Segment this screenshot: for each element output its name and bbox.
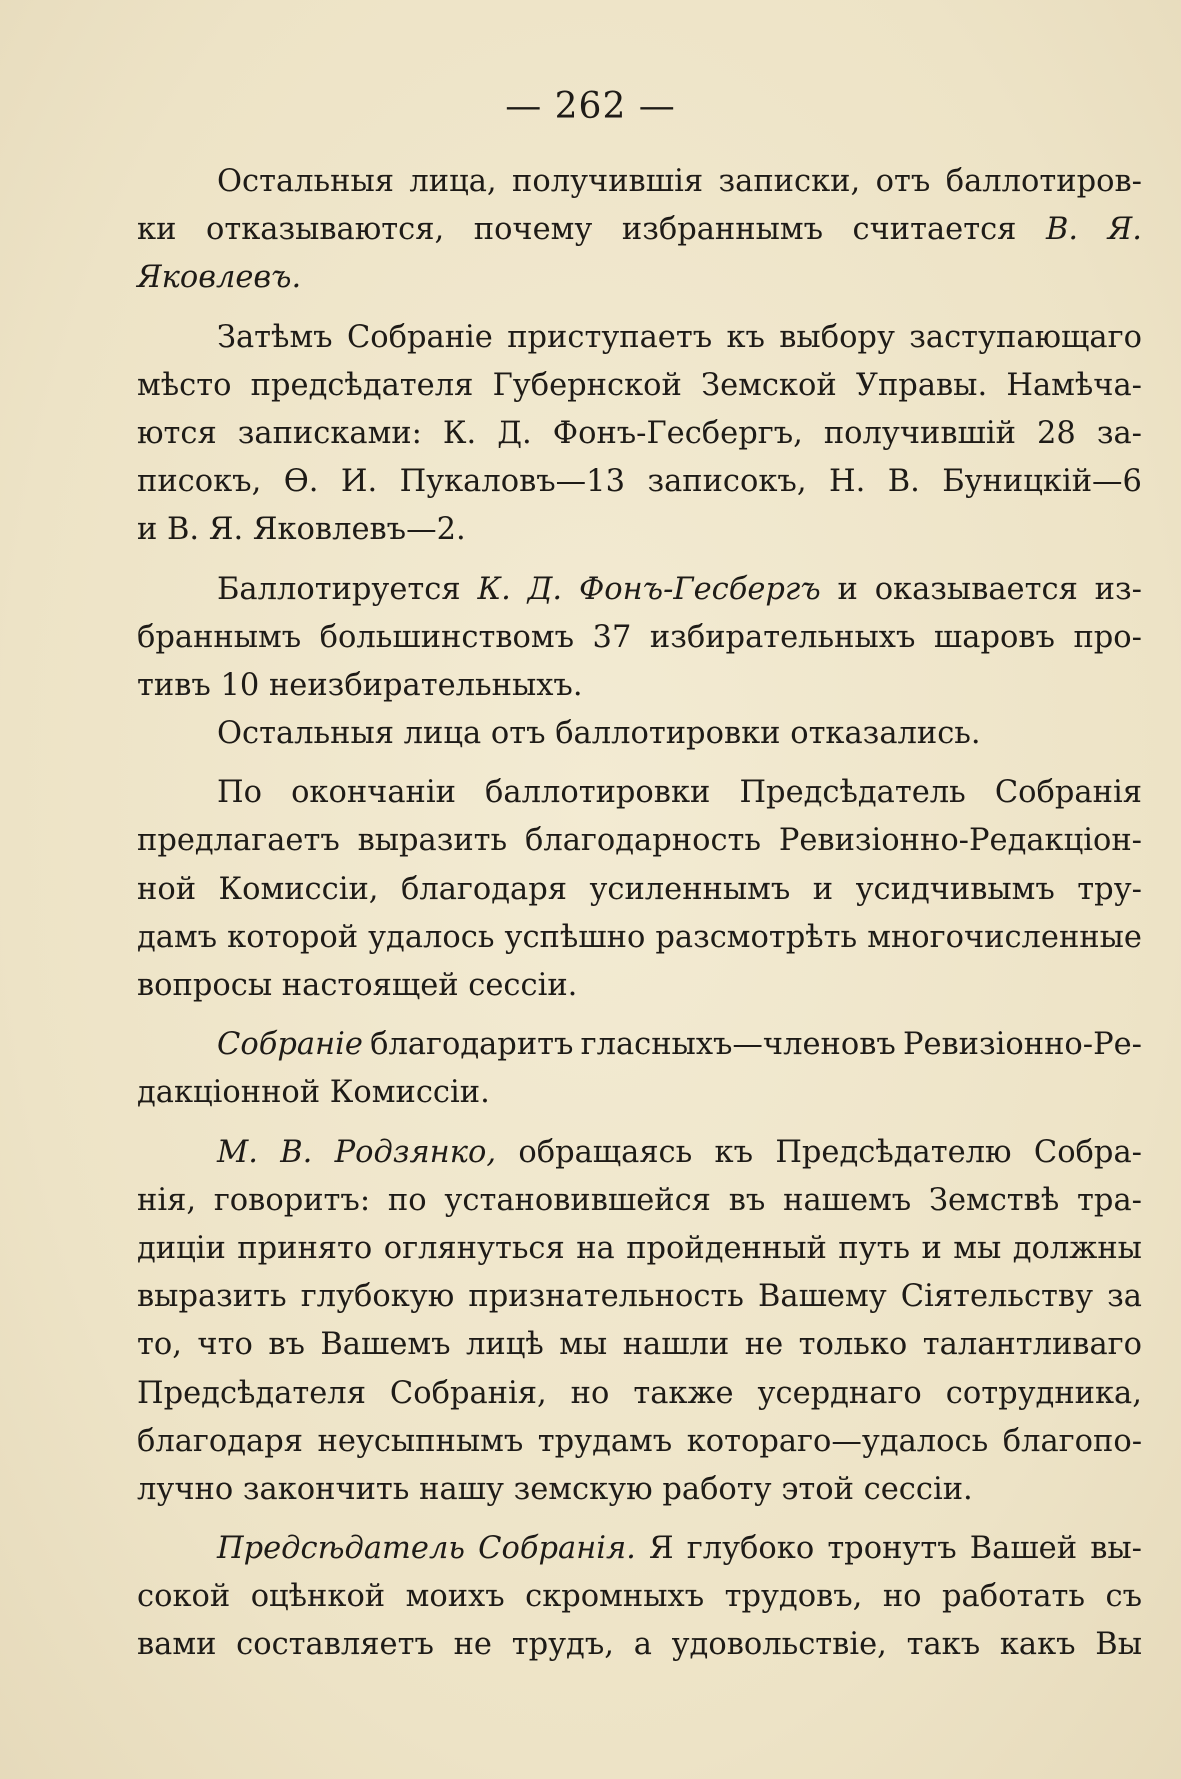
- word: не: [744, 1327, 784, 1363]
- word: Вашей: [969, 1531, 1078, 1567]
- word: нашли: [622, 1327, 730, 1363]
- italic-word: Собранія.: [478, 1531, 636, 1567]
- word: Земской: [701, 367, 837, 403]
- word: окончаніи: [291, 775, 456, 811]
- text-line: [137, 769, 1142, 817]
- word: Затѣмъ: [217, 319, 333, 355]
- word: усерднаго: [757, 1375, 922, 1411]
- text-line: [137, 914, 1142, 962]
- word: выразить: [137, 1279, 287, 1315]
- word: вами: [137, 1627, 217, 1663]
- italic-word: В.: [1046, 212, 1079, 248]
- word: трудъ,: [511, 1627, 614, 1663]
- word: записками:: [237, 415, 422, 451]
- text-line: [137, 1418, 1142, 1466]
- word: Вашемъ: [320, 1327, 451, 1363]
- word: сотрудника,: [945, 1375, 1142, 1411]
- italic-word: Фонъ-Гесбергъ: [578, 571, 821, 607]
- text-line: [137, 1573, 1142, 1621]
- word: Собранія: [994, 775, 1142, 811]
- word: выразить: [357, 823, 508, 859]
- italic-word: Собраніе: [217, 1027, 363, 1063]
- word: ной: [137, 871, 197, 907]
- text-line: [137, 1129, 1142, 1177]
- text-line: [137, 866, 1142, 914]
- word: и: [837, 571, 858, 607]
- word: многочисленные: [867, 919, 1142, 955]
- word: Вашему: [757, 1279, 887, 1315]
- word: отъ: [875, 164, 931, 199]
- word: благодаритъ: [370, 1027, 574, 1063]
- word: Комиссіи,: [218, 871, 379, 907]
- text-line: [137, 1177, 1142, 1225]
- word: Предсѣдатель: [739, 775, 966, 811]
- word: то,: [137, 1327, 182, 1363]
- word: нія,: [137, 1182, 197, 1218]
- word: предлагаетъ: [137, 823, 340, 859]
- word: дамъ: [137, 919, 218, 955]
- word: ки: [137, 212, 177, 248]
- word: Н.: [828, 464, 866, 500]
- word: 37: [592, 619, 632, 655]
- text-line: [137, 1069, 1142, 1117]
- line-text: Остальныя лица отъ баллотировки отказались.: [217, 716, 981, 752]
- word: говоритъ:: [213, 1182, 371, 1218]
- word: писокъ,: [137, 464, 262, 500]
- word: за: [1107, 1279, 1142, 1315]
- word: тру-: [1077, 871, 1142, 907]
- word: получившій: [823, 415, 1016, 451]
- word: которой: [227, 919, 359, 955]
- word: талантливаго: [922, 1327, 1142, 1363]
- text-line: [137, 158, 1142, 206]
- word: лицѣ: [466, 1327, 544, 1363]
- text-line: [137, 1525, 1142, 1573]
- word: такъ: [906, 1627, 981, 1663]
- word: къ: [714, 1134, 754, 1170]
- text-line: [137, 662, 1142, 710]
- word: Д.: [497, 415, 532, 451]
- text-line: [137, 314, 1142, 362]
- word: путь: [838, 1230, 911, 1266]
- word: из-: [1094, 571, 1142, 607]
- word: предсѣдателя: [250, 367, 474, 403]
- word: записки,: [718, 164, 861, 199]
- word: Управы.: [855, 367, 988, 403]
- word: шаровъ: [933, 619, 1055, 655]
- word: пройденный: [626, 1230, 827, 1266]
- italic-word: В.: [280, 1134, 313, 1170]
- italic-word: Д.: [527, 571, 563, 607]
- text-line: [137, 1621, 1142, 1669]
- word: тронутъ: [827, 1531, 957, 1567]
- italic-word: К.: [477, 571, 511, 607]
- word: неусыпнымъ: [317, 1423, 524, 1459]
- word: удовольствіе,: [671, 1627, 887, 1663]
- word: скромныхъ: [525, 1579, 705, 1615]
- word: моихъ: [405, 1579, 505, 1615]
- text-line: [137, 506, 1142, 554]
- word: Буницкій—6: [942, 464, 1142, 500]
- word: только: [798, 1327, 908, 1363]
- text-line: [137, 1225, 1142, 1273]
- word: вы-: [1090, 1531, 1142, 1567]
- word: записокъ,: [647, 464, 807, 500]
- word: работать: [942, 1579, 1085, 1615]
- word: составляетъ: [236, 1627, 434, 1663]
- word: Собра-: [1033, 1134, 1142, 1170]
- text-line: [137, 710, 1142, 758]
- text-line: [137, 1021, 1142, 1069]
- word: избирательныхъ: [649, 619, 916, 655]
- body-text: [137, 158, 1142, 1670]
- word: Предсѣдателя: [137, 1375, 366, 1411]
- word: баллотиров-: [945, 164, 1142, 199]
- word: мы: [559, 1327, 608, 1363]
- word: мѣсто: [137, 367, 232, 403]
- italic-name: Яковлевъ.: [137, 260, 302, 296]
- word: трудамъ: [537, 1423, 673, 1459]
- text-line: [137, 254, 1142, 302]
- word: мы: [953, 1230, 1002, 1266]
- word: обращаясь: [518, 1134, 693, 1170]
- word: въ: [728, 1182, 766, 1218]
- word: благопо-: [1002, 1423, 1142, 1459]
- word: Остальныя: [217, 164, 394, 199]
- word: и: [812, 871, 834, 907]
- word: большинствомъ: [319, 619, 575, 655]
- text-line: [137, 458, 1142, 506]
- word: про-: [1073, 619, 1142, 655]
- word: По: [217, 775, 262, 811]
- word: баллотировки: [485, 775, 711, 811]
- word: глубоко: [686, 1531, 815, 1567]
- word: Предсѣдателю: [775, 1134, 1012, 1170]
- word: усиленнымъ: [589, 871, 791, 907]
- word: В.: [887, 464, 920, 500]
- word: Собраніе: [346, 319, 493, 355]
- word: Собранія,: [389, 1375, 547, 1411]
- word: ются: [137, 415, 217, 451]
- word: Сіятельству: [900, 1279, 1094, 1315]
- word: въ: [268, 1327, 305, 1363]
- text-line: [137, 206, 1142, 254]
- word: считается: [852, 212, 1017, 248]
- word: лица,: [409, 164, 497, 199]
- word: 28: [1036, 415, 1076, 451]
- word: Намѣча-: [1006, 367, 1142, 403]
- word: усидчивымъ: [855, 871, 1055, 907]
- word: тра-: [1077, 1182, 1142, 1218]
- word: почему: [473, 212, 593, 248]
- italic-word: Родзянко,: [334, 1134, 497, 1170]
- word: по: [387, 1182, 427, 1218]
- word: но: [882, 1579, 922, 1615]
- word: Губернской: [492, 367, 682, 403]
- text-line: [137, 410, 1142, 458]
- word: отказываются,: [205, 212, 445, 248]
- word: но: [570, 1375, 610, 1411]
- word: благодаря: [400, 871, 567, 907]
- word: браннымъ: [137, 619, 302, 655]
- text-line: [137, 362, 1142, 410]
- word: сокой: [137, 1579, 231, 1615]
- line-text: дакціонной Комиссіи.: [137, 1075, 490, 1111]
- word: разсмотрѣть: [655, 919, 858, 955]
- word: удалось: [368, 919, 495, 955]
- word: гласныхъ—членовъ: [580, 1027, 896, 1063]
- word: выбору: [779, 319, 895, 355]
- word: диціи: [137, 1230, 226, 1266]
- word: получившія: [512, 164, 704, 199]
- text-line: [137, 817, 1142, 865]
- word: Ревизіонно-Ре-: [902, 1027, 1142, 1063]
- page-number: — 262 —: [505, 86, 676, 127]
- italic-word: Я.: [1107, 212, 1142, 248]
- word: К.: [442, 415, 477, 451]
- word: установившейся: [444, 1182, 711, 1218]
- word: оказывается: [874, 571, 1078, 607]
- word: Я: [649, 1531, 674, 1567]
- word: и: [921, 1230, 942, 1266]
- word: трудовъ,: [724, 1579, 863, 1615]
- word: глубокую: [300, 1279, 455, 1315]
- word: также: [633, 1375, 734, 1411]
- word: котораго—удалось: [686, 1423, 989, 1459]
- line-text: вопросы настоящей сессіи.: [137, 968, 578, 1003]
- text-line: [137, 1273, 1142, 1321]
- word: оглянуться: [383, 1230, 565, 1266]
- word: И.: [340, 464, 378, 500]
- word: Вы: [1095, 1627, 1142, 1663]
- word: на: [576, 1230, 615, 1266]
- word: благодаря: [137, 1423, 303, 1459]
- word: Ѳ.: [283, 464, 319, 500]
- word: за-: [1096, 415, 1142, 451]
- word: къ: [726, 319, 765, 355]
- word: признательность: [468, 1279, 744, 1315]
- word: нашемъ: [783, 1182, 912, 1218]
- word: успѣшно: [504, 919, 646, 955]
- italic-word: Предсѣдатель: [217, 1531, 466, 1567]
- text-line: [137, 566, 1142, 614]
- text-line: [137, 1466, 1142, 1514]
- italic-word: М.: [217, 1134, 258, 1170]
- text-line: [137, 614, 1142, 662]
- text-line: [137, 1321, 1142, 1369]
- word: а: [633, 1627, 652, 1663]
- word: избраннымъ: [621, 212, 823, 248]
- line-text: тивъ 10 неизбирательныхъ.: [137, 667, 583, 703]
- word: не: [453, 1627, 492, 1663]
- word: принято: [237, 1230, 373, 1266]
- line-text: лучно закончить нашу земскую работу этой сессіи.: [137, 1471, 973, 1507]
- word: Пукаловъ—13: [399, 464, 625, 500]
- word: оцѣнкой: [250, 1579, 386, 1615]
- word: какъ: [999, 1627, 1076, 1663]
- text-line: [137, 1370, 1142, 1418]
- text-line: [137, 962, 1142, 1010]
- word: Земствѣ: [928, 1182, 1060, 1218]
- line-text: и В. Я. Яковлевъ—2.: [137, 512, 466, 548]
- word: заступающаго: [909, 319, 1142, 355]
- word: Баллотируется: [217, 571, 461, 607]
- word: благодарность: [525, 823, 762, 859]
- word: что: [197, 1327, 253, 1363]
- word: Фонъ-Гесбергъ,: [552, 415, 803, 451]
- word: должны: [1012, 1230, 1142, 1266]
- word: съ: [1105, 1579, 1142, 1615]
- word: приступаетъ: [507, 319, 713, 355]
- word: Ревизіонно-Редакціон-: [778, 823, 1142, 859]
